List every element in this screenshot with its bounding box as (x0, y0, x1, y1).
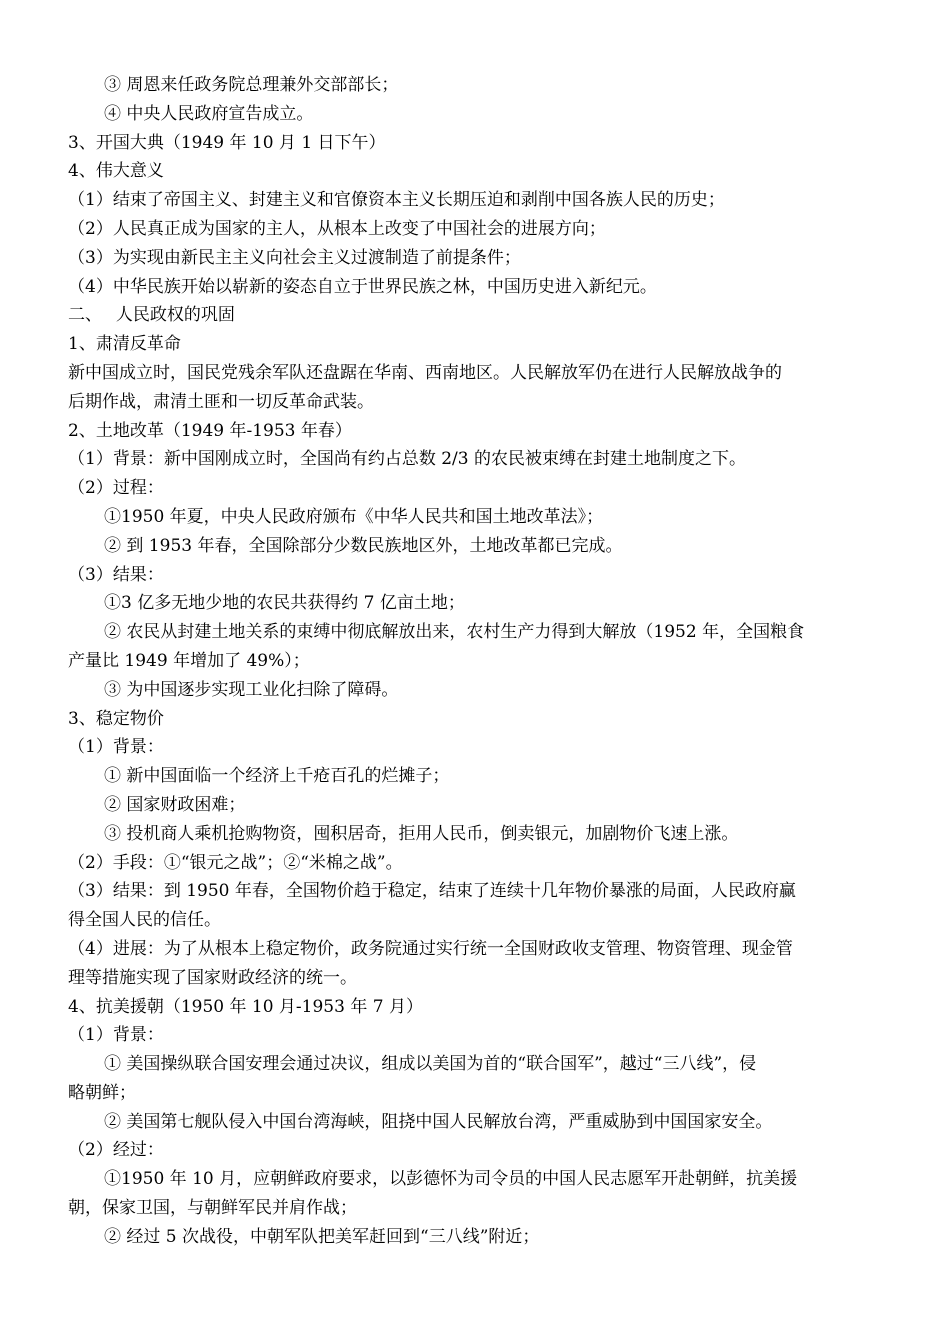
list-item: ③ 为中国逐步实现工业化扫除了障碍。 (104, 679, 399, 700)
list-item: ③ 投机商人乘机抢购物资，囤积居奇，拒用人民币，倒卖银元，加剧物价飞速上涨。 (104, 823, 739, 844)
list-item: （3）结果： (68, 564, 164, 585)
paragraph-line: 后期作战，肃清土匪和一切反革命武装。 (68, 391, 374, 412)
list-item: （3）为实现由新民主主义向社会主义过渡制造了前提条件； (68, 247, 521, 268)
list-item: ② 国家财政困难； (104, 794, 246, 815)
section-heading: 4、抗美援朝（1950 年 10 月-1953 年 7 月） (68, 996, 423, 1017)
list-item: ① 美国操纵联合国安理会通过决议，组成以美国为首的“联合国军”，越过“三八线”，侵 (104, 1054, 757, 1075)
list-item: ①1950 年 10 月，应朝鲜政府要求，以彭德怀为司令员的中国人民志愿军开赴朝鲜，抗美援 (104, 1169, 798, 1190)
paragraph-line: 略朝鲜； (68, 1082, 136, 1103)
list-item: ①1950 年夏，中央人民政府颁布《中华人民共和国土地改革法》； (104, 506, 604, 527)
paragraph-line: 朝，保家卫国，与朝鲜军民并肩作战； (68, 1198, 357, 1219)
list-item: （4）进展：为了从根本上稳定物价，政务院通过实行统一全国财政收支管理、物资管理、现金管 (68, 938, 793, 959)
section-heading: 1、肃清反革命 (68, 334, 181, 355)
list-item: ② 经过 5 次战役，中朝军队把美军赶回到“三八线”附近； (104, 1226, 540, 1247)
list-item: ② 到 1953 年春，全国除部分少数民族地区外，土地改革都已完成。 (104, 535, 623, 556)
list-item: （3）结果：到 1950 年春，全国物价趋于稳定，结束了连续十几年物价暴涨的局面，人民政府赢 (68, 881, 796, 902)
list-item: （2）手段：①“银元之战”；②“米棉之战”。 (68, 852, 403, 873)
paragraph-line: 新中国成立时，国民党残余军队还盘踞在华南、西南地区。人民解放军仍在进行人民解放战争的 (68, 362, 782, 383)
list-item: ①3 亿多无地少地的农民共获得约 7 亿亩土地； (104, 593, 465, 614)
paragraph-line: 得全国人民的信任。 (68, 910, 221, 931)
section-heading: 4、伟大意义 (68, 161, 164, 182)
list-item: ② 美国第七舰队侵入中国台湾海峡，阻挠中国人民解放台湾，严重威胁到中国国家安全。 (104, 1111, 773, 1132)
list-item: ④ 中央人民政府宣告成立。 (104, 103, 314, 124)
paragraph-line: 理等措施实现了国家财政经济的统一。 (68, 967, 357, 988)
list-item: ① 新中国面临一个经济上千疮百孔的烂摊子； (104, 766, 450, 787)
section-heading: 2、土地改革（1949 年-1953 年春） (68, 420, 352, 441)
paragraph-line: 产量比 1949 年增加了 49%）； (68, 650, 310, 671)
section-heading: 3、稳定物价 (68, 708, 164, 729)
list-item: （2）经过： (68, 1140, 164, 1161)
list-item: （2）人民真正成为国家的主人，从根本上改变了中国社会的进展方向； (68, 218, 606, 239)
section-heading: 3、开国大典（1949 年 10 月 1 日下午） (68, 132, 386, 153)
document-page (68, 71, 888, 1252)
list-item: （4）中华民族开始以崭新的姿态自立于世界民族之林，中国历史进入新纪元。 (68, 276, 657, 297)
list-item: （1）结束了帝国主义、封建主义和官僚资本主义长期压迫和剥削中国各族人民的历史； (68, 190, 725, 211)
chapter-heading: 二、 人民政权的巩固 (68, 305, 235, 326)
list-item: （1）背景：新中国刚成立时，全国尚有约占总数 2/3 的农民被束缚在封建土地制度之下。 (68, 449, 746, 470)
list-item: ③ 周恩来任政务院总理兼外交部部长； (104, 75, 399, 95)
list-item: （2）过程： (68, 478, 164, 499)
list-item: ② 农民从封建土地关系的束缚中彻底解放出来，农村生产力得到大解放（1952 年，全国粮食 (104, 622, 805, 643)
list-item: （1）背景： (68, 1025, 164, 1046)
list-item: （1）背景： (68, 737, 164, 758)
